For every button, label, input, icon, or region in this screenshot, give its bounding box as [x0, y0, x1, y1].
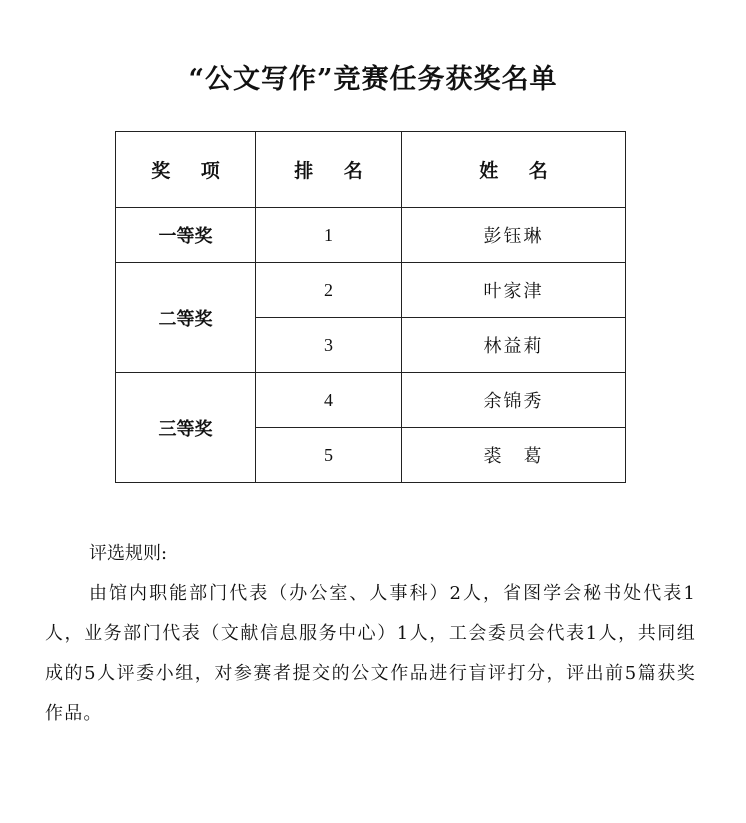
winner-name: 林益莉 [402, 318, 626, 373]
selection-rules [45, 534, 696, 734]
rules-body: 由馆内职能部门代表（办公室、人事科）2人，省图学会秘书处代表1人，业务部门代表（文献信息服务中心）1人，工会委员会代表1人，共同组成的5人评委小组，对参赛者提交的公文作品进行盲评打分，评出前5篇获奖作品。 [45, 583, 696, 724]
rank-cell: 2 [256, 263, 402, 318]
table-row [116, 208, 626, 263]
award-first: 一等奖 [116, 208, 256, 263]
rank-cell: 4 [256, 373, 402, 428]
page-title: “公文写作”竞赛任务获奖名单 [188, 64, 558, 95]
header-name: 姓 名 [402, 132, 626, 208]
rules-heading: 评选规则: [89, 543, 168, 564]
winner-name: 余锦秀 [402, 373, 626, 428]
rank-cell: 3 [256, 318, 402, 373]
winner-name: 彭钰琳 [402, 208, 626, 263]
award-third: 三等奖 [116, 373, 256, 483]
award-table [115, 131, 626, 483]
table-header-row [116, 132, 626, 208]
header-award: 奖 项 [116, 132, 256, 208]
winner-name: 叶家津 [402, 263, 626, 318]
winner-name: 裘 葛 [402, 428, 626, 483]
rank-cell: 1 [256, 208, 402, 263]
award-second: 二等奖 [116, 263, 256, 373]
header-rank: 排 名 [256, 132, 402, 208]
rank-cell: 5 [256, 428, 402, 483]
table-row [116, 373, 626, 428]
table-row [116, 263, 626, 318]
